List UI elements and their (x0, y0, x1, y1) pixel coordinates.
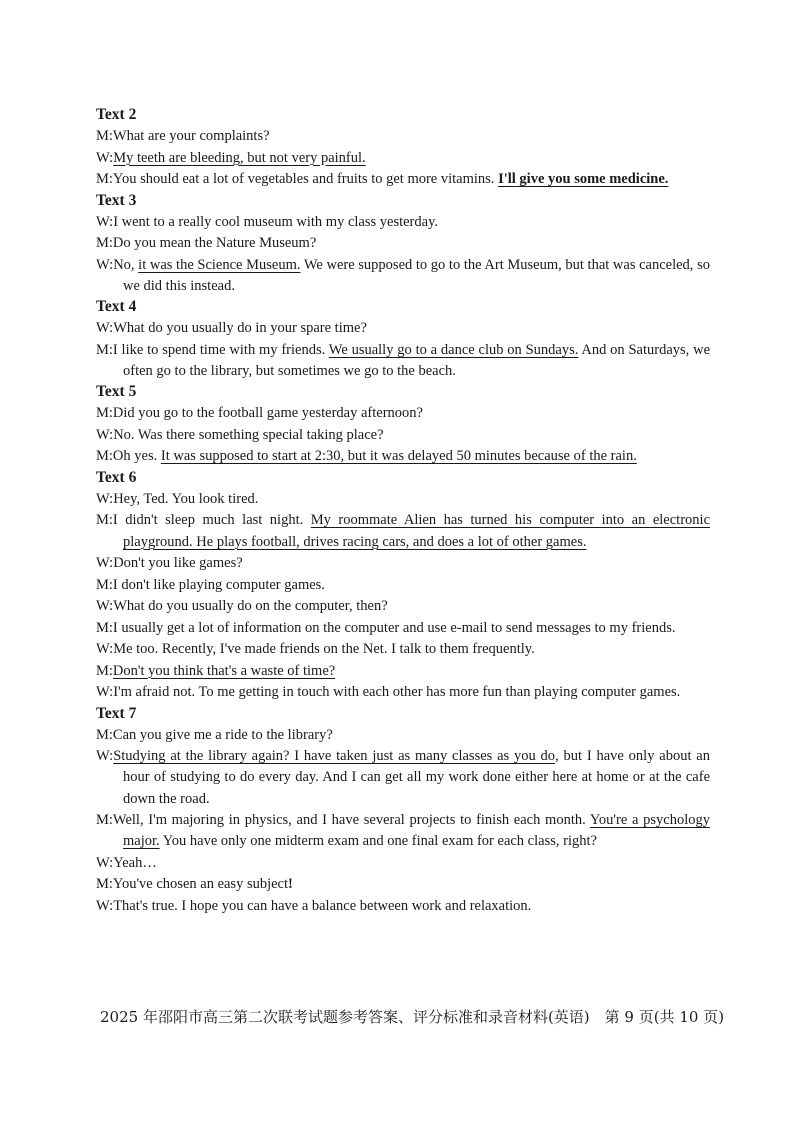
section-title-text5: Text 5 (96, 383, 137, 401)
speaker-label: W: (96, 426, 114, 443)
speaker-label: W: (96, 320, 114, 337)
section-title-text3: Text 3 (96, 191, 137, 209)
section-title-text7: Text 7 (96, 704, 137, 722)
dialogue-text: We were supposed to go to the Art Museum, but that was canceled, so we did this instead. (123, 256, 710, 294)
dialogue-text: And on Saturdays, we often go to the library, but sometimes we go to the beach. (123, 341, 711, 379)
section-title-text2: Text 2 (96, 106, 137, 123)
dialogue-line (96, 126, 710, 147)
dialogue-text: Hey, Ted. You look tired. (113, 490, 259, 507)
speaker-label: W: (96, 256, 114, 273)
dialogue-line (96, 489, 710, 510)
dialogue-line (96, 853, 710, 874)
speaker-label: M: (96, 405, 113, 422)
dialogue-line (96, 682, 710, 703)
speaker-label: M: (96, 128, 113, 144)
dialogue-line (96, 169, 710, 190)
section-title-text4: Text 4 (96, 298, 137, 316)
answer-underline: We usually go to a dance club on Sundays. (328, 341, 579, 358)
answer-underline: it was the Science Museum. (138, 256, 301, 273)
dialogue-text: I went to a really cool museum with my class yesterday. (113, 213, 439, 230)
speaker-label: M: (96, 726, 113, 743)
dialogue-text: You've chosen an easy subject (112, 876, 289, 893)
speaker-label: M: (96, 619, 113, 636)
dialogue-line (96, 596, 710, 617)
speaker-label: W: (96, 149, 114, 166)
transcript (96, 105, 710, 917)
dialogue-text: Can you give me a ride to the library? (112, 726, 333, 743)
dialogue-line (96, 575, 710, 596)
answer-underline: You're a psychology major. (123, 812, 710, 850)
dialogue-line (96, 425, 710, 446)
speaker-label: M: (96, 448, 113, 465)
dialogue-line (96, 725, 710, 746)
speaker-label: M: (96, 876, 113, 893)
dialogue-line (96, 874, 710, 895)
dialogue-text: Me too. Recently, I've made friends on the Net. I talk to them frequently. (113, 641, 535, 658)
dialogue-text: I didn't sleep much last night. (112, 512, 311, 529)
dialogue-text: What do you usually do on the computer, then? (113, 598, 388, 615)
section-title-text6: Text 6 (96, 468, 137, 486)
dialogue-line (96, 618, 710, 639)
dialogue-line (96, 340, 710, 382)
dialogue-line (96, 661, 710, 682)
answer-underline: Studying at the library again? I have taken just as many classes as you do (113, 748, 556, 765)
dialogue-text: I like to spend time with my friends. (112, 341, 329, 358)
dialogue-text: I don't like playing computer games. (112, 576, 325, 593)
dialogue-text: , but I have only about an hour of studying to do every day. And I can get all my work done either here at home or at the cafe down the road. (123, 748, 710, 807)
dialogue-line (96, 148, 710, 169)
answer-underline: My teeth are bleeding, but not very painful. (113, 149, 366, 166)
answer-underline: Don't you think that's a waste of time? (112, 662, 336, 679)
speaker-label: W: (96, 490, 114, 507)
dialogue-text: Do you mean the Nature Museum? (112, 235, 317, 251)
speaker-label: M: (96, 341, 113, 358)
dialogue-text: No, (113, 256, 139, 273)
dialogue-line (96, 255, 710, 297)
dialogue-text: You have only one midterm exam and one final exam for each class, right? (159, 833, 597, 850)
dialogue-text: You should eat a lot of vegetables and fruits to get more vitamins. (112, 171, 499, 187)
dialogue-line (96, 746, 710, 810)
dialogue-line (96, 553, 710, 574)
dialogue-line (96, 896, 710, 917)
speaker-label: W: (96, 213, 114, 230)
speaker-label: M: (96, 235, 113, 251)
dialogue-line (96, 318, 710, 339)
dialogue-line (96, 446, 710, 467)
answer-underline: My roommate Alien has turned his computer into an electronic playground. He plays football, drives racing cars, and does a lot of other games. (123, 512, 710, 550)
dialogue-text: I'm afraid not. To me getting in touch with each other has more fun than playing computer games. (113, 684, 681, 701)
speaker-label: M: (96, 576, 113, 593)
dialogue-line (96, 212, 710, 233)
speaker-label: W: (96, 598, 114, 615)
dialogue-text: Don't you like games? (113, 555, 243, 572)
speaker-label: W: (96, 854, 114, 871)
speaker-label: M: (96, 812, 113, 829)
speaker-label: W: (96, 684, 114, 701)
dialogue-line (96, 639, 710, 660)
dialogue-text: Well, I'm majoring in physics, and I have several projects to finish each month. (112, 812, 590, 829)
dialogue-text: What are your complaints? (112, 128, 270, 144)
dialogue-text: No. Was there something special taking place? (113, 426, 384, 443)
dialogue-text: Yeah… (113, 854, 157, 871)
page-footer: 2025 年邵阳市高三第二次联考试题参考答案、评分标准和录音材料(英语) 第 9 页(共 10 页) (100, 1008, 725, 1026)
speaker-label: W: (96, 641, 114, 658)
dialogue-text: Oh yes. (112, 448, 161, 465)
speaker-label: W: (96, 555, 114, 572)
dialogue-text: What do you usually do in your spare time? (113, 320, 367, 337)
dialogue-line (96, 510, 710, 552)
speaker-label: M: (96, 512, 113, 529)
dialogue-line (96, 403, 710, 424)
speaker-label: M: (96, 662, 113, 679)
dialogue-text: Did you go to the football game yesterday afternoon? (112, 405, 423, 422)
dialogue-text: That's true. I hope you can have a balance between work and relaxation. (113, 897, 532, 914)
speaker-label: W: (96, 748, 114, 765)
dialogue-line (96, 810, 710, 852)
answer-underline: I'll give you some medicine. (498, 171, 669, 187)
exclamation-mark: ! (288, 876, 293, 893)
dialogue-text: I usually get a lot of information on the computer and use e-mail to send messages to my friends. (112, 619, 676, 636)
dialogue-line (96, 233, 710, 254)
speaker-label: M: (96, 171, 113, 187)
speaker-label: W: (96, 897, 114, 914)
answer-underline: It was supposed to start at 2:30, but it was delayed 50 minutes because of the rain. (160, 448, 637, 465)
